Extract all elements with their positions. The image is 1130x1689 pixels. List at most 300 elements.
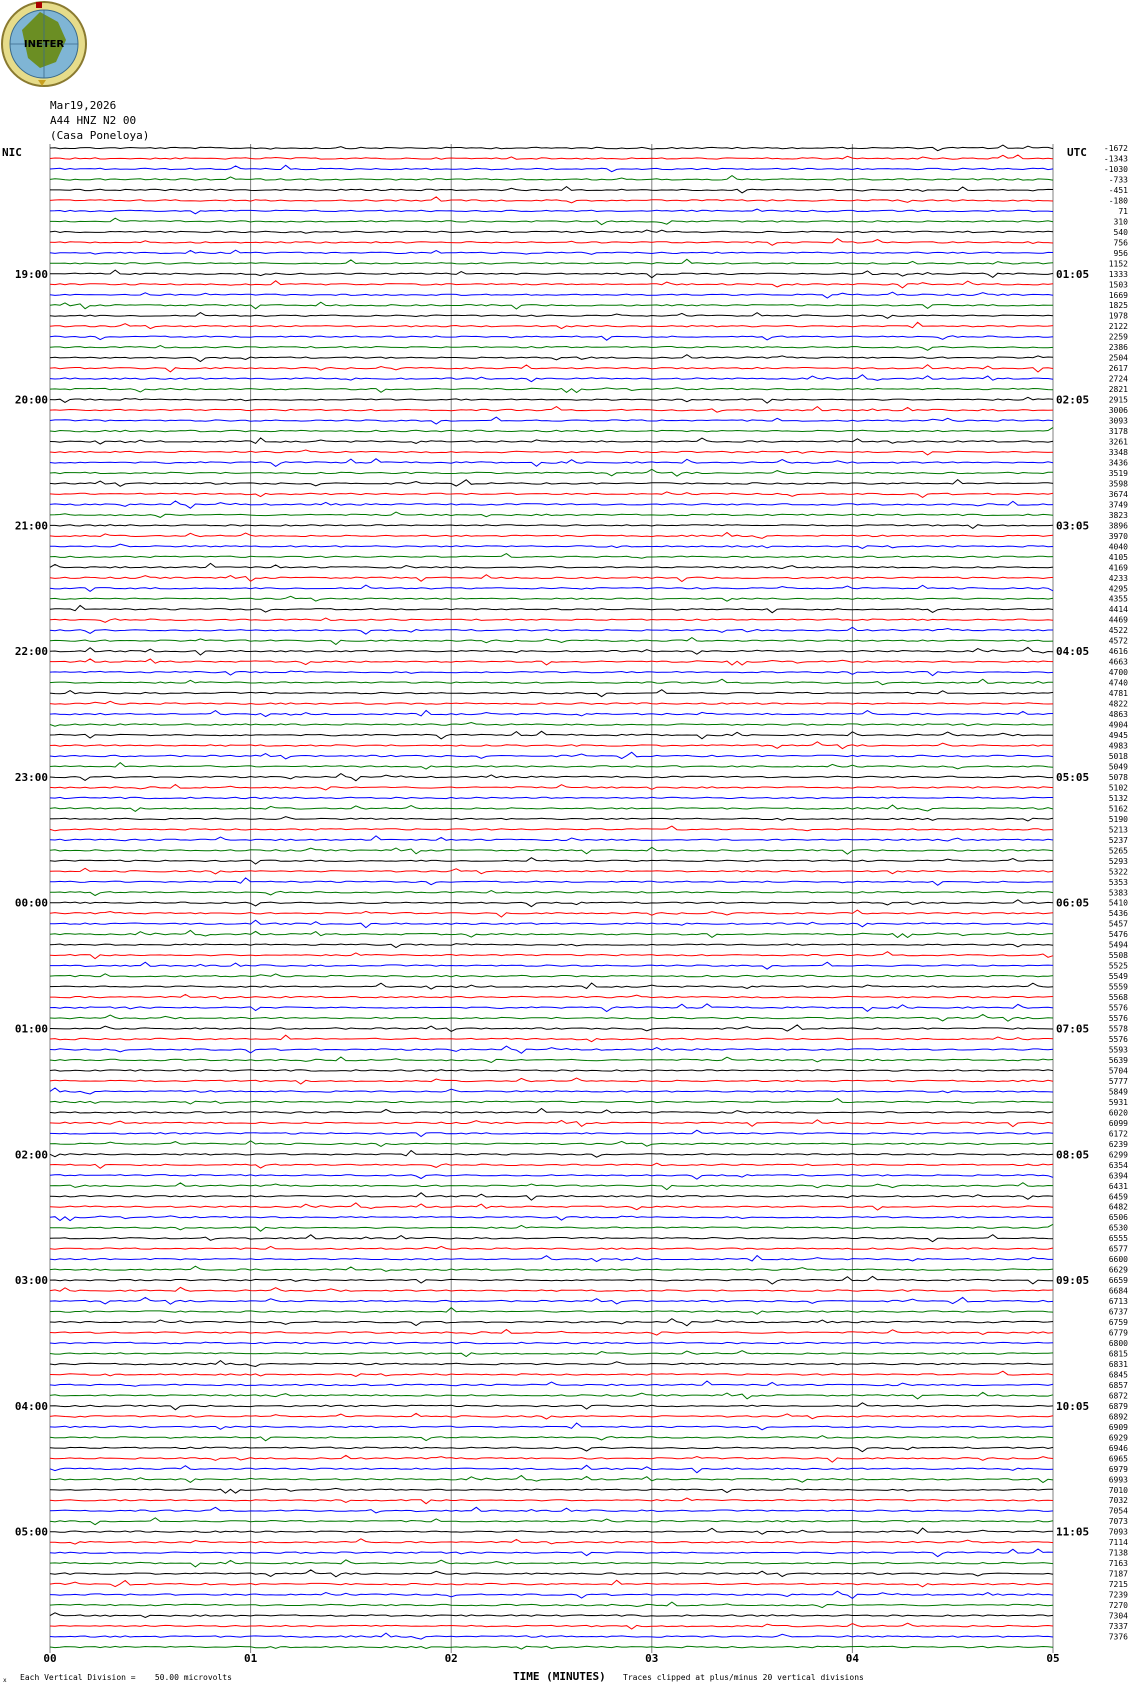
seismic-trace — [50, 900, 1053, 907]
header-date: Mar19,2026 — [50, 99, 117, 112]
left-time-label: 02:00 — [14, 1148, 48, 1162]
right-time-label: 11:05 — [1056, 1525, 1090, 1539]
trace-offset-label: 2386 — [1108, 343, 1128, 353]
seismic-trace — [50, 1099, 1053, 1104]
seismic-trace — [50, 1025, 1053, 1032]
seismic-trace — [50, 1046, 1053, 1053]
trace-offset-label: 6845 — [1108, 1370, 1128, 1380]
trace-offset-label: 3519 — [1108, 469, 1128, 478]
seismic-trace — [50, 1246, 1053, 1249]
seismic-trace — [50, 1633, 1053, 1639]
seismic-trace — [50, 994, 1053, 998]
clip-note: Traces clipped at plus/minus 20 vertical divisions — [623, 1673, 864, 1682]
seismic-trace — [50, 1319, 1053, 1326]
left-timezone-label: NIC — [2, 146, 22, 159]
trace-offset-label: 7163 — [1108, 1559, 1128, 1569]
trace-offset-label: 5559 — [1108, 982, 1128, 992]
logo-text: INETER — [23, 39, 65, 50]
trace-offset-label: 2821 — [1108, 385, 1128, 395]
seismic-trace — [50, 983, 1053, 989]
seismic-trace — [50, 659, 1053, 665]
trace-offset-label: 5018 — [1108, 752, 1128, 761]
trace-offset-label: -1343 — [1103, 154, 1128, 164]
seismic-trace — [50, 974, 1053, 977]
seismic-trace — [50, 239, 1053, 246]
right-time-label: 10:05 — [1056, 1399, 1090, 1413]
seismic-trace — [50, 365, 1053, 372]
seismic-trace — [50, 313, 1053, 319]
trace-offset-label: 2915 — [1108, 395, 1128, 405]
seismic-trace — [50, 710, 1053, 716]
left-time-label: 01:00 — [14, 1022, 48, 1036]
scale-note: Each Vertical Division = 50.00 microvolts — [20, 1673, 232, 1682]
trace-offset-label: 4663 — [1108, 657, 1128, 667]
seismic-trace — [50, 1413, 1053, 1419]
seismic-trace — [50, 250, 1053, 254]
trace-offset-label: 7073 — [1108, 1517, 1128, 1527]
trace-offset-label: -180 — [1108, 196, 1128, 206]
seismic-trace — [50, 638, 1053, 645]
seismic-trace — [50, 679, 1053, 685]
seismic-trace — [50, 1203, 1053, 1210]
x-tick-label: 05 — [1046, 1652, 1060, 1665]
right-time-label: 02:05 — [1056, 393, 1090, 407]
trace-offset-label: 3823 — [1108, 510, 1128, 520]
seismic-trace — [50, 459, 1053, 467]
trace-offset-label: 5576 — [1108, 1014, 1128, 1023]
trace-offset-label: 4295 — [1108, 584, 1128, 594]
seismic-trace — [50, 417, 1053, 424]
seismic-trace — [50, 492, 1053, 498]
trace-offset-label: 540 — [1113, 227, 1128, 237]
trace-offset-label: 3970 — [1108, 531, 1128, 541]
trace-offset-label: 5525 — [1108, 961, 1128, 971]
seismic-trace — [50, 1381, 1053, 1386]
seismic-trace — [50, 1591, 1053, 1598]
seismic-trace — [50, 1447, 1053, 1452]
seismic-trace — [50, 1330, 1053, 1336]
x-tick-label: 03 — [645, 1652, 659, 1665]
seismic-trace — [50, 375, 1053, 382]
seismic-trace — [50, 355, 1053, 362]
trace-offset-label: 7054 — [1108, 1506, 1128, 1516]
trace-offset-label: 4863 — [1108, 710, 1128, 720]
right-time-label: 03:05 — [1056, 519, 1090, 533]
trace-offset-label: 4414 — [1108, 605, 1128, 615]
trace-offset-label: 4983 — [1108, 741, 1128, 751]
seismic-trace — [50, 525, 1053, 529]
trace-offset-label: 5578 — [1108, 1024, 1128, 1034]
trace-offset-label: 6482 — [1108, 1202, 1128, 1212]
trace-offset-label: 6394 — [1108, 1171, 1128, 1181]
seismic-trace — [50, 952, 1053, 959]
trace-offset-label: 5931 — [1108, 1097, 1128, 1107]
seismic-trace — [50, 512, 1053, 517]
seismic-trace — [50, 428, 1053, 432]
trace-offset-label: 5353 — [1108, 877, 1128, 887]
seismic-trace — [50, 1528, 1053, 1534]
trace-offset-label: 71 — [1118, 206, 1128, 216]
seismic-trace — [50, 1070, 1053, 1071]
right-time-label: 06:05 — [1056, 896, 1090, 910]
trace-offset-label: 1333 — [1108, 269, 1128, 279]
seismic-trace — [50, 1646, 1053, 1649]
right-timezone-label: UTC — [1067, 146, 1087, 159]
trace-offset-label: 1669 — [1108, 290, 1128, 300]
seismic-trace — [50, 533, 1053, 539]
seismic-trace — [50, 701, 1053, 704]
trace-offset-label: 1152 — [1108, 259, 1128, 269]
seismic-trace — [50, 1570, 1053, 1577]
seismic-trace — [50, 388, 1053, 393]
seismic-trace — [50, 1308, 1053, 1315]
trace-offset-label: 4469 — [1108, 615, 1128, 625]
seismic-trace — [50, 302, 1053, 309]
trace-offset-label: 6239 — [1108, 1139, 1128, 1149]
trace-offset-label: 4522 — [1108, 626, 1128, 636]
seismic-trace — [50, 826, 1053, 831]
seismic-trace — [50, 1276, 1053, 1284]
trace-offset-label: 6659 — [1108, 1276, 1128, 1286]
trace-offset-label: 3006 — [1108, 406, 1128, 416]
trace-offset-label: 6354 — [1108, 1160, 1128, 1170]
trace-offset-label: 6506 — [1108, 1213, 1128, 1223]
trace-offset-label: 6713 — [1108, 1297, 1128, 1307]
seismic-trace — [50, 1120, 1053, 1127]
trace-offset-label: 4945 — [1108, 731, 1128, 740]
trace-offset-label: 4040 — [1108, 542, 1128, 552]
seismic-trace — [50, 1287, 1053, 1291]
trace-offset-label: 5322 — [1108, 867, 1128, 877]
seismic-trace — [50, 752, 1053, 759]
seismic-trace — [50, 836, 1053, 841]
seismic-trace — [50, 920, 1053, 927]
trace-offset-label: 310 — [1113, 217, 1128, 227]
seismic-trace — [50, 1035, 1053, 1042]
seismic-trace — [50, 1193, 1053, 1200]
corner-mark: x — [3, 1677, 7, 1684]
trace-offset-label: 7215 — [1108, 1580, 1128, 1590]
trace-offset-label: 5102 — [1108, 783, 1128, 793]
seismic-trace — [50, 1151, 1053, 1158]
left-time-label: 03:00 — [14, 1274, 48, 1288]
seismic-trace — [50, 1014, 1053, 1021]
seismic-trace — [50, 397, 1053, 403]
trace-offset-label: 3348 — [1108, 448, 1128, 457]
trace-offset-label: 5576 — [1108, 1035, 1128, 1044]
trace-offset-label: 3093 — [1108, 416, 1128, 426]
seismic-trace — [50, 1088, 1053, 1094]
seismic-trace — [50, 575, 1053, 582]
seismic-trace — [50, 1175, 1053, 1180]
trace-offset-label: 5293 — [1108, 856, 1128, 866]
seismic-trace — [50, 690, 1053, 697]
trace-offset-label: 7010 — [1108, 1485, 1128, 1495]
seismic-trace — [50, 785, 1053, 791]
trace-offset-label: 6800 — [1108, 1339, 1128, 1348]
trace-offset-label: 5508 — [1108, 951, 1128, 961]
seismic-trace — [50, 450, 1053, 455]
seismic-trace — [50, 891, 1053, 896]
seismic-trace — [50, 1623, 1053, 1629]
left-time-label: 23:00 — [14, 771, 48, 784]
trace-offset-label: 6929 — [1108, 1433, 1128, 1443]
seismic-trace — [50, 209, 1053, 214]
header-station: (Casa Poneloya) — [50, 129, 150, 142]
trace-offset-label: 5078 — [1108, 773, 1128, 782]
trace-offset-label: 756 — [1113, 238, 1128, 248]
trace-offset-label: 6099 — [1108, 1118, 1128, 1128]
x-tick-label: 01 — [243, 1652, 258, 1665]
trace-offset-label: 1503 — [1108, 280, 1128, 290]
trace-offset-label: 6993 — [1108, 1475, 1128, 1485]
trace-offset-label: 5162 — [1108, 804, 1128, 814]
trace-offset-label: -1672 — [1103, 144, 1128, 153]
trace-offset-label: 7093 — [1108, 1527, 1128, 1537]
seismic-trace — [50, 292, 1053, 298]
trace-offset-label: 3598 — [1108, 479, 1128, 489]
seismic-trace — [50, 1235, 1053, 1242]
seismic-trace — [50, 281, 1053, 288]
trace-offset-label: 6555 — [1108, 1234, 1128, 1244]
seismic-trace — [50, 817, 1053, 821]
seismic-trace — [50, 1498, 1053, 1504]
seismic-trace — [50, 554, 1053, 559]
trace-offset-label: 6600 — [1108, 1255, 1128, 1265]
seismic-trace — [50, 805, 1053, 811]
trace-offset-label: 6909 — [1108, 1422, 1128, 1432]
left-time-label: 04:00 — [14, 1399, 48, 1413]
trace-offset-label: 7138 — [1108, 1548, 1128, 1558]
trace-offset-label: 6965 — [1108, 1454, 1128, 1464]
trace-offset-label: -451 — [1108, 185, 1128, 195]
seismic-trace — [50, 1455, 1053, 1462]
seismic-trace — [50, 346, 1053, 351]
right-time-label: 05:05 — [1056, 771, 1090, 784]
trace-offset-label: 7114 — [1108, 1538, 1128, 1548]
seismic-trace — [50, 1183, 1053, 1190]
seismic-trace — [50, 858, 1053, 864]
seismic-trace — [50, 1507, 1053, 1513]
seismic-trace — [50, 1109, 1053, 1114]
seismic-trace — [50, 1297, 1053, 1304]
right-time-label: 08:05 — [1056, 1148, 1090, 1162]
seismic-trace — [50, 1078, 1053, 1084]
trace-offset-label: 4822 — [1108, 699, 1128, 709]
seismic-trace — [50, 438, 1053, 444]
trace-offset-label: 6779 — [1108, 1328, 1128, 1338]
trace-offset-label: 956 — [1113, 248, 1128, 258]
x-tick-label: 02 — [444, 1652, 458, 1665]
seismic-trace — [50, 1549, 1053, 1557]
left-time-label: 00:00 — [14, 896, 48, 910]
seismic-trace — [50, 1004, 1053, 1012]
right-time-label: 01:05 — [1056, 267, 1090, 281]
seismic-trace — [50, 763, 1053, 770]
seismic-trace — [50, 1130, 1053, 1136]
header-channel: A44 HNZ N2 00 — [50, 114, 137, 127]
trace-offset-label: 5383 — [1108, 888, 1128, 898]
seismic-trace — [50, 165, 1053, 171]
trace-offset-label: 6530 — [1108, 1223, 1128, 1233]
trace-offset-label: 5549 — [1108, 972, 1128, 982]
seismic-trace — [50, 1057, 1053, 1063]
trace-offset-label: 2122 — [1108, 322, 1128, 332]
trace-offset-label: -733 — [1108, 175, 1128, 185]
trace-offset-label: 3896 — [1108, 521, 1128, 531]
seismic-trace — [50, 596, 1053, 601]
trace-layer — [50, 145, 1053, 1649]
seismic-trace — [50, 1488, 1053, 1493]
seismic-trace — [50, 742, 1053, 749]
trace-offset-label: 6431 — [1108, 1181, 1128, 1191]
seismic-trace — [50, 544, 1053, 548]
trace-offset-label: 2617 — [1108, 364, 1128, 374]
trace-offset-label: 6815 — [1108, 1349, 1128, 1359]
trace-offset-label: 5494 — [1108, 940, 1128, 950]
trace-offset-label: 2259 — [1108, 332, 1128, 342]
seismic-trace — [50, 731, 1053, 739]
trace-offset-label: 6020 — [1108, 1108, 1128, 1118]
left-time-label: 19:00 — [14, 267, 48, 281]
trace-offset-label: 6857 — [1108, 1380, 1128, 1390]
trace-offset-label: 4355 — [1108, 594, 1128, 604]
seismic-trace — [50, 1141, 1053, 1147]
seismic-trace — [50, 197, 1053, 203]
seismic-trace — [50, 1342, 1053, 1344]
seismic-trace — [50, 1216, 1053, 1221]
trace-offset-label: 4740 — [1108, 678, 1128, 688]
seismic-trace — [50, 1392, 1053, 1399]
seismic-trace — [50, 585, 1053, 591]
seismic-trace — [50, 1613, 1053, 1618]
left-time-label: 22:00 — [14, 645, 48, 659]
trace-offset-label: 5849 — [1108, 1087, 1128, 1097]
seismic-trace — [50, 878, 1053, 885]
trace-offset-label: 4105 — [1108, 552, 1128, 562]
trace-offset-label: 4781 — [1108, 689, 1128, 699]
seismic-trace — [50, 176, 1053, 181]
trace-offset-label: 5049 — [1108, 762, 1128, 772]
right-time-label: 04:05 — [1056, 645, 1090, 659]
seismic-trace — [50, 501, 1053, 508]
trace-offset-label: 7337 — [1108, 1622, 1128, 1631]
seismic-trace — [50, 469, 1053, 476]
left-time-label: 20:00 — [14, 393, 48, 407]
seismic-trace — [50, 605, 1053, 612]
seismic-trace — [50, 322, 1053, 328]
seismic-trace — [50, 1403, 1053, 1410]
seismic-trace — [50, 270, 1053, 278]
seismic-trace — [50, 647, 1053, 655]
seismic-trace — [50, 155, 1053, 159]
seismic-trace — [50, 671, 1053, 676]
trace-offset-label: 6759 — [1108, 1318, 1128, 1327]
trace-offset-label: 5410 — [1108, 898, 1128, 908]
seismic-trace — [50, 230, 1053, 233]
trace-offset-label: 6831 — [1108, 1360, 1128, 1369]
trace-offset-label: 6872 — [1108, 1391, 1128, 1401]
x-tick-label: 00 — [43, 1652, 57, 1665]
right-time-label: 07:05 — [1056, 1022, 1090, 1036]
trace-offset-label: 3674 — [1108, 489, 1128, 499]
seismic-trace — [50, 218, 1053, 225]
trace-offset-label: 7032 — [1108, 1496, 1128, 1506]
seismic-trace — [50, 480, 1053, 487]
trace-offset-label: 7304 — [1108, 1611, 1128, 1621]
trace-offset-label: 5457 — [1108, 919, 1128, 929]
seismic-trace — [50, 1518, 1053, 1525]
trace-offset-label: 5265 — [1108, 846, 1128, 856]
trace-offset-label: 5213 — [1108, 825, 1128, 835]
seismic-trace — [50, 774, 1053, 781]
seismic-trace — [50, 723, 1053, 727]
seismic-trace — [50, 1256, 1053, 1262]
label-layer — [15, 144, 1128, 1665]
trace-offset-label: 6737 — [1108, 1307, 1128, 1317]
seismic-trace — [50, 1163, 1053, 1168]
right-time-label: 09:05 — [1056, 1274, 1090, 1288]
seismic-trace — [50, 847, 1053, 854]
seismic-trace — [50, 962, 1053, 969]
trace-offset-label: 6684 — [1108, 1286, 1128, 1296]
trace-offset-label: 4904 — [1108, 720, 1128, 730]
trace-offset-label: 6979 — [1108, 1464, 1128, 1474]
trace-offset-label: 7376 — [1108, 1632, 1128, 1642]
trace-offset-label: 2724 — [1108, 374, 1128, 384]
trace-offset-label: 5576 — [1108, 1003, 1128, 1013]
x-tick-label: 04 — [845, 1652, 860, 1665]
trace-offset-label: 5237 — [1108, 835, 1128, 845]
seismic-trace — [50, 1560, 1053, 1567]
seismic-trace — [50, 1224, 1053, 1231]
seismic-trace — [50, 187, 1053, 193]
seismic-trace — [50, 618, 1053, 622]
trace-offset-label: 6459 — [1108, 1192, 1128, 1202]
seismic-trace — [50, 944, 1053, 948]
trace-offset-label: 7239 — [1108, 1590, 1128, 1600]
trace-offset-label: 5639 — [1108, 1056, 1128, 1065]
trace-offset-label: 6299 — [1108, 1150, 1128, 1160]
trace-offset-label: 5777 — [1108, 1076, 1128, 1086]
seismic-trace — [50, 1266, 1053, 1271]
trace-offset-label: 6172 — [1108, 1129, 1128, 1139]
seismic-trace — [50, 1351, 1053, 1357]
trace-offset-label: 4572 — [1108, 636, 1128, 646]
x-axis-label: TIME (MINUTES) — [513, 1670, 606, 1683]
seismic-trace — [50, 627, 1053, 634]
trace-offset-label: 5436 — [1108, 909, 1128, 919]
seismic-trace — [50, 1436, 1053, 1441]
trace-offset-label: 5704 — [1108, 1066, 1128, 1076]
trace-offset-label: 5593 — [1108, 1045, 1128, 1055]
trace-offset-label: 5476 — [1108, 930, 1128, 940]
left-time-label: 05:00 — [14, 1525, 48, 1539]
trace-offset-label: 6892 — [1108, 1412, 1128, 1422]
seismic-trace — [50, 868, 1053, 874]
seismic-trace — [50, 407, 1053, 413]
seismic-trace — [50, 1476, 1053, 1483]
trace-offset-label: 4700 — [1108, 668, 1128, 678]
trace-offset-label: 5132 — [1108, 793, 1128, 803]
seismic-trace — [50, 1423, 1053, 1430]
seismic-trace — [50, 1580, 1053, 1587]
seismic-trace — [50, 1361, 1053, 1367]
left-time-label: 21:00 — [14, 519, 48, 533]
trace-offset-label: 5190 — [1108, 814, 1128, 824]
trace-offset-label: -1030 — [1103, 165, 1128, 174]
seismic-trace — [50, 1602, 1053, 1608]
